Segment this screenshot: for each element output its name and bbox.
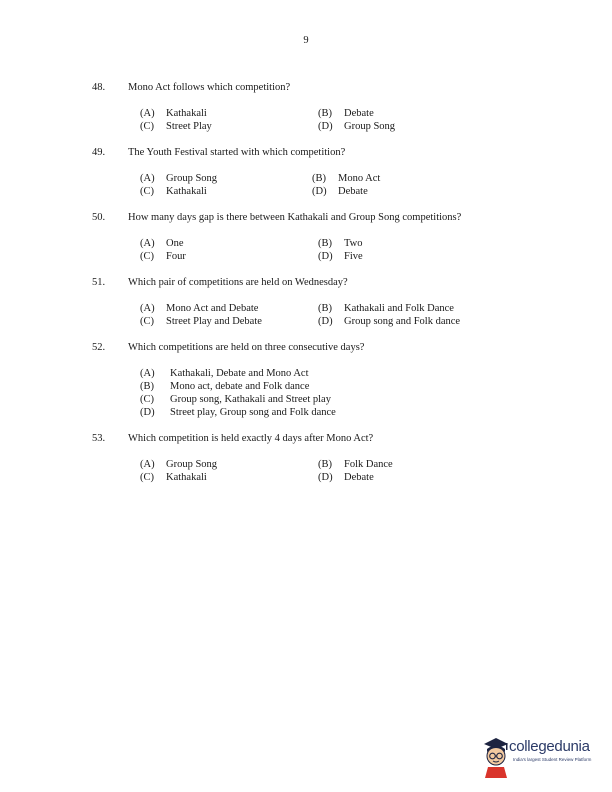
question-number: 53. [92, 433, 106, 444]
question-text: How many days gap is there between Kathakali and Group Song competitions? [128, 212, 462, 223]
option-c: (C) Four [140, 251, 186, 262]
option-b: (B) Folk Dance [318, 459, 393, 470]
option-a: (A) Kathakali, Debate and Mono Act [140, 368, 309, 379]
mascot-icon [481, 732, 511, 778]
option-a: (A) Group Song [140, 459, 218, 470]
option-b: (B) Mono Act [312, 173, 381, 184]
question-number: 51. [92, 277, 106, 288]
option-c: (C) Kathakali [140, 472, 207, 483]
brand-tagline: India's largest Student Review Platform [513, 757, 592, 762]
option-d: (D) Group song and Folk dance [318, 316, 461, 327]
option-b: (B) Kathakali and Folk Dance [318, 303, 454, 314]
option-a: (A) One [140, 238, 184, 249]
option-a: (A) Group Song [140, 173, 218, 184]
option-b: (B) Mono act, debate and Folk dance [140, 381, 310, 392]
option-d: (D) Five [318, 251, 363, 262]
option-c: (C) Kathakali [140, 186, 207, 197]
option-b: (B) Debate [318, 108, 374, 119]
option-d: (D) Group Song [318, 121, 396, 132]
option-a: (A) Mono Act and Debate [140, 303, 259, 314]
question-number: 49. [92, 147, 106, 158]
question-text: Mono Act follows which competition? [128, 82, 291, 93]
question-text: The Youth Festival started with which competition? [128, 147, 346, 158]
brand-name: collegedunia [509, 738, 590, 755]
option-a: (A) Kathakali [140, 108, 207, 119]
question-number: 48. [92, 82, 106, 93]
question-text: Which competition is held exactly 4 days after Mono Act? [128, 433, 374, 444]
question-text: Which competitions are held on three consecutive days? [128, 342, 365, 353]
option-d: (D) Street play, Group song and Folk dance [140, 407, 336, 418]
option-c: (C) Street Play [140, 121, 212, 132]
option-b: (B) Two [318, 238, 363, 249]
collegedunia-logo [481, 730, 606, 780]
option-d: (D) Debate [312, 186, 368, 197]
question-number: 50. [92, 212, 106, 223]
question-text: Which pair of competitions are held on Wednesday? [128, 277, 348, 288]
option-c: (C) Group song, Kathakali and Street play [140, 394, 331, 405]
question-number: 52. [92, 342, 106, 353]
option-d: (D) Debate [318, 472, 374, 483]
option-c: (C) Street Play and Debate [140, 316, 262, 327]
page-number: 9 [303, 35, 309, 46]
